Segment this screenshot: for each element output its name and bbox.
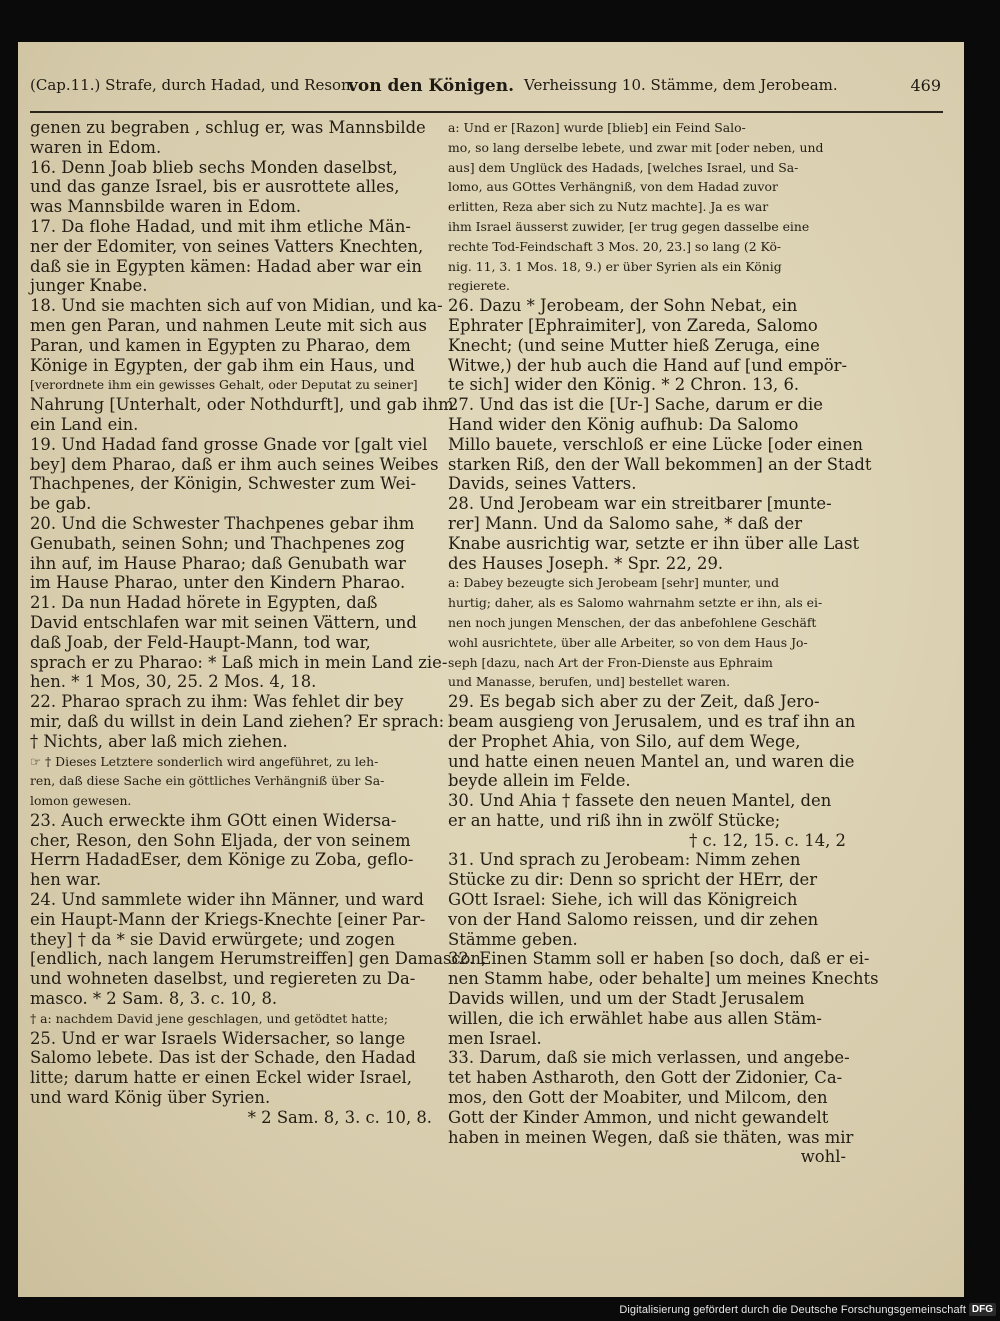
text-line: und hatte einen neuen Mantel an, und waren die [448,751,855,771]
text-line: cher, Reson, den Sohn Eljada, der von seinem [30,830,411,850]
text-line: † a: nachdem David jene geschlagen, und getödtet hatte; [30,1010,388,1026]
text-line: rechte Tod-Feindschaft 3 Mos. 20, 23.] so lang (2 Kö- [448,238,782,254]
text-line: sprach er zu Pharao: * Laß mich in mein Land zie- [30,652,448,672]
text-line: Herrn HadadEser, dem Könige zu Zoba, geflo- [30,850,414,870]
text-line: David entschlafen war mit seinen Vättern, und [30,612,417,632]
text-line: nig. 11, 3. 1 Mos. 18, 9.) er über Syrien als ein König [448,258,782,274]
text-line: des Hauses Joseph. * Spr. 22, 29. [448,553,724,573]
text-line: wohl ausrichtete, über alle Arbeiter, so von dem Haus Jo- [448,634,808,650]
text-line: be gab. [30,494,92,514]
text-line: seph [dazu, nach Art der Fron-Dienste aus Ephraim [448,654,773,670]
text-line: nen Stamm habe, oder behalte] um meines Knechts [448,969,879,989]
header-center: von den Königen. [348,76,515,96]
header-right: Verheissung 10. Stämme, dem Jerobeam. [524,76,838,94]
text-line: 24. Und sammlete wider ihn Männer, und ward [30,890,424,910]
text-line: von der Hand Salomo reissen, und dir zehen [448,909,819,929]
text-line: 20. Und die Schwester Thachpenes gebar ihm [30,513,415,533]
text-line: 23. Auch erweckte ihm GOtt einen Widersa- [30,810,397,830]
text-line: a: Und er [Razon] wurde [blieb] ein Feind Salo- [448,120,746,135]
text-line: waren in Edom. [30,137,162,157]
text-line: 32. Einen Stamm soll er haben [so doch, daß er ei- [448,949,870,969]
text-line: litte; darum hatte er einen Eckel wider Israel, [30,1068,413,1088]
text-line: und wohneten daselbst, und regiereten zu Da- [30,969,416,989]
text-line: willen, die ich erwählet habe aus allen Stäm- [448,1008,822,1028]
text-line: tet haben Astharoth, den Gott der Zidonier, Ca- [448,1068,843,1088]
text-line: hurtig; daher, als es Salomo wahrnahm setzte er ihn, als ei- [448,595,823,611]
text-line: 30. Und Ahia † fassete den neuen Mantel, den [448,791,832,811]
text-line: bey] dem Pharao, daß er ihm auch seines Weibes [30,454,439,474]
text-line: im Hause Pharao, unter den Kindern Pharao. [30,573,406,593]
text-line: Stämme geben. [448,929,578,949]
text-line: mo, so lang derselbe lebete, und zwar mit [oder neben, und [448,139,824,155]
text-line: Nahrung [Unterhalt, oder Nothdurft], und gab ihm [30,395,454,415]
text-line: starken Riß, den der Wall bekommen] an der Stadt [448,454,872,474]
text-line: Millo bauete, verschloß er eine Lücke [oder einen [448,434,863,454]
text-line: a: Dabey bezeugte sich Jerobeam [sehr] munter, und [448,575,780,591]
text-line: † c. 12, 15. c. 14, 2 [689,830,846,850]
text-line: 18. Und sie machten sich auf von Midian, und ka- [30,296,443,316]
text-line: 22. Pharao sprach zu ihm: Was fehlet dir bey [30,692,404,712]
text-line: und das ganze Israel, bis er ausrottete alles, [30,177,400,197]
text-line: beam ausgieng von Jerusalem, und es traf ihn an [448,711,856,731]
text-line: lomon gewesen. [30,793,132,809]
text-line: nen noch jungen Menschen, der das anbefohlene Geschäft [448,614,817,630]
text-line: Ephrater [Ephraimiter], von Zareda, Salomo [448,315,818,335]
text-line: 29. Es begab sich aber zu der Zeit, daß Jero- [448,692,820,712]
text-line: Genubath, seinen Sohn; und Thachpenes zog [30,533,405,553]
text-line: ☞ † Dieses Letztere sonderlich wird angeführet, zu leh- [30,753,379,769]
text-line: haben in meinen Wegen, daß sie thäten, was mir [448,1127,854,1147]
text-line: GOtt Israel: Siehe, ich will das Königreich [448,890,798,910]
text-line: Hand wider den König aufhub: Da Salomo [448,414,799,434]
text-line: regierete. [448,278,510,294]
text-line: lomo, aus GOttes Verhängniß, von dem Hadad zuvor [448,179,778,195]
text-line: genen zu begraben , schlug er, was Mannsbilde [30,118,426,137]
left-column [30,118,487,1128]
text-line: Paran, und kamen in Egypten zu Pharao, dem [30,335,411,355]
text-line: hen. * 1 Mos, 30, 25. 2 Mos. 4, 18. [30,672,317,692]
text-line: men Israel. [448,1028,542,1048]
header-left: (Cap.11.) Strafe, durch Hadad, und Reson. [30,76,356,94]
text-line: they] † da * sie David erwürgete; und zogen [30,929,395,949]
text-line: [verordnete ihm ein gewisses Gehalt, oder Deputat zu seiner] [30,377,418,393]
text-line: junger Knabe. [30,276,148,296]
funding-note: Digitalisierung gefördert durch die Deutsche Forschungsgemeinschaft [619,1304,966,1316]
text-line: 26. Dazu * Jerobeam, der Sohn Nebat, ein [448,296,798,316]
text-line: beyde allein im Felde. [448,771,631,791]
text-line: mos, den Gott der Moabiter, und Milcom, den [448,1088,828,1108]
text-line: 17. Da flohe Hadad, und mit ihm etliche Män- [30,216,411,236]
text-line: † Nichts, aber laß mich ziehen. [30,731,288,751]
text-line: Gott der Kinder Ammon, und nicht gewandelt [448,1107,829,1127]
text-line: der Prophet Ahia, von Silo, auf dem Wege, [448,731,801,751]
page-number: 469 [910,76,941,95]
text-line: Knabe ausrichtig war, setzte er ihn über alle Last [448,533,860,553]
text-line: 19. Und Hadad fand grosse Gnade vor [galt viel [30,434,428,454]
text-line: 27. Und das ist die [Ur-] Sache, darum er die [448,395,823,415]
text-line: ner der Edomiter, von seines Vatters Knechten, [30,236,424,256]
text-line: ren, daß diese Sache ein göttliches Verhängniß über Sa- [30,773,385,789]
text-line: was Mannsbilde waren in Edom. [30,197,302,217]
text-line: [endlich, nach langem Herumstreiffen] gen Damascon, [30,949,487,969]
text-line: aus] dem Unglück des Hadads, [welches Israel, und Sa- [448,159,799,175]
text-line: er an hatte, und riß ihn in zwölf Stücke; [448,810,781,830]
text-line: ein Haupt-Mann der Kriegs-Knechte [einer Par- [30,909,426,929]
text-line: Davids willen, und um der Stadt Jerusalem [448,989,805,1009]
text-line: mir, daß du willst in dein Land ziehen? Er sprach: [30,711,445,731]
text-line: ihn auf, im Hause Pharao; daß Genubath war [30,553,406,573]
right-column [448,118,879,1167]
text-line: masco. * 2 Sam. 8, 3. c. 10, 8. [30,989,278,1009]
text-line: erlitten, Reza aber sich zu Nutz machte]. Ja es war [448,199,769,215]
text-line: rer] Mann. Und da Salomo sahe, * daß der [448,513,803,533]
text-line: und ward König über Syrien. [30,1088,271,1108]
text-line: ihm Israel äusserst zuwider, [er trug gegen dasselbe eine [448,218,810,234]
dfg-logo: DFG [969,1303,996,1316]
text-line: 16. Denn Joab blieb sechs Monden daselbst, [30,157,398,177]
text-line: 28. Und Jerobeam war ein streitbarer [munte- [448,494,832,514]
text-line: Witwe,) der hub auch die Hand auf [und empör- [448,355,848,375]
text-line: daß sie in Egypten kämen: Hadad aber war ein [30,256,422,276]
text-line: * 2 Sam. 8, 3. c. 10, 8. [247,1107,432,1127]
text-line: hen war. [30,870,102,890]
text-line: Stücke zu dir: Denn so spricht der HErr, der [448,870,818,890]
text-line: 31. Und sprach zu Jerobeam: Nimm zehen [448,850,801,870]
running-header [30,76,945,110]
text-line: Thachpenes, der Königin, Schwester zum Wei- [30,474,417,494]
text-line: 25. Und er war Israels Widersacher, so lange [30,1028,406,1048]
text-line: Könige in Egypten, der gab ihm ein Haus, und [30,355,415,375]
text-line: Knecht; (und seine Mutter hieß Zeruga, eine [448,335,820,355]
text-line: wohl- [800,1147,846,1167]
text-line: 21. Da nun Hadad hörete in Egypten, daß [30,593,378,613]
text-line: daß Joab, der Feld-Haupt-Mann, tod war, [30,632,371,652]
text-line: ein Land ein. [30,414,139,434]
text-line: und Manasse, berufen, und] bestellet waren. [448,674,731,690]
text-line: te sich] wider den König. * 2 Chron. 13, 6. [448,375,800,395]
text-line: Davids, seines Vatters. [448,474,637,494]
header-rule [30,111,943,113]
text-line: Salomo lebete. Das ist der Schade, den Hadad [30,1048,416,1068]
text-line: 33. Darum, daß sie mich verlassen, und angebe- [448,1048,850,1068]
text-line: men gen Paran, und nahmen Leute mit sich aus [30,315,427,335]
